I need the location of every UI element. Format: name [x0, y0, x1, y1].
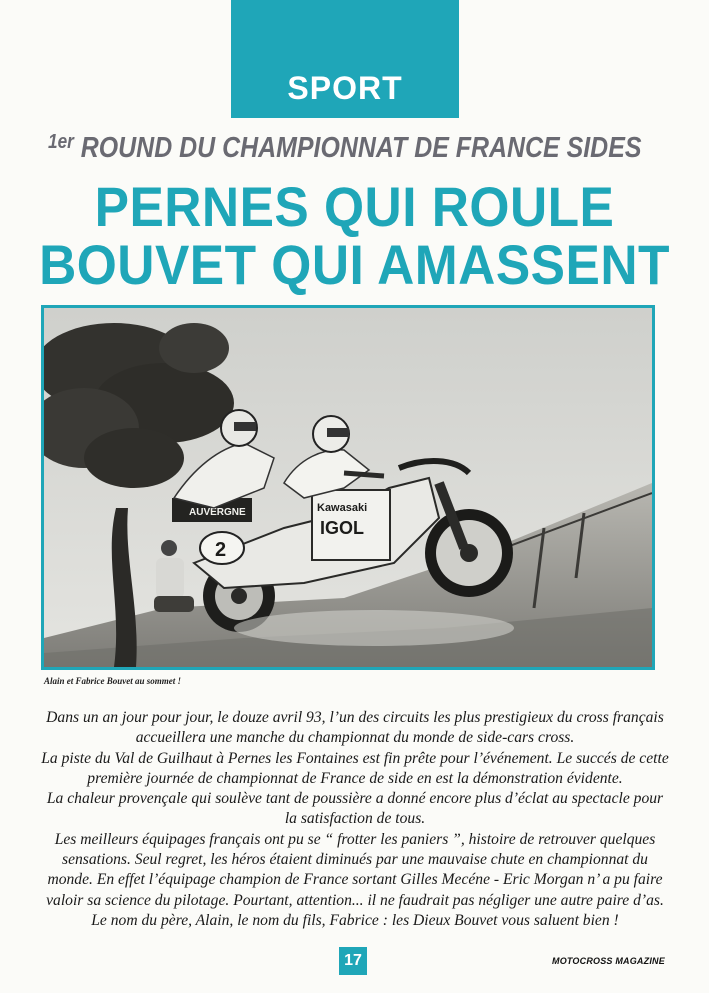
- sponsor-logo: IGOL: [320, 518, 364, 538]
- sidecar-photo-illustration: [44, 308, 652, 667]
- page-number: 17: [339, 947, 367, 975]
- headline-line-2: BOUVET QUI AMASSENT: [39, 233, 670, 296]
- kicker-superscript: 1er: [48, 131, 74, 153]
- section-banner: [231, 0, 459, 118]
- dust-cloud: [234, 610, 514, 646]
- sidecar-logo: Kawasaki: [317, 502, 368, 514]
- headline-line-1: PERNES QUI ROULE: [94, 175, 615, 238]
- article-paragraph: Dans un an jour pour jour, le douze avril 93, l’un des circuits les plus prestigieux du cross français accueillera une manche du championnat du monde de side-cars cross.: [46, 709, 664, 747]
- article-body: [40, 708, 670, 931]
- race-photo: [41, 305, 655, 670]
- article-paragraph: La piste du Val de Guilhaut à Pernes les Fontaines est fin prête pour l’événement. Le succés de cette première journée de championnat de France de side en est la démonstration évidente.: [41, 749, 669, 787]
- section-label: SPORT: [287, 70, 403, 106]
- side-text: AUVERGNE: [189, 507, 246, 518]
- magazine-name: MOTOCROSS MAGAZINE: [552, 956, 665, 966]
- article-paragraph: La chaleur provençale qui soulève tant de poussière a donné encore plus d’éclat au spectacle pour la satisfaction de tous.: [46, 790, 664, 828]
- kicker-line: [48, 131, 642, 165]
- race-number: 2: [215, 539, 227, 561]
- kicker-text: ROUND DU CHAMPIONNAT DE FRANCE SIDES: [80, 132, 642, 164]
- article-paragraph: Les meilleurs équipages français ont pu se “ frotter les paniers ”, histoire de retrouver quelques sensations. Seul regret, les héros étaient diminués par une mauvaise chute en championnat du monde. En effet l’équipage champion de France sortant Gilles Mecéne - Eric Morgan n’ a pu faire valoir sa science du pilotage. Pourtant, attention... il ne faudrait pas négliger une autre paire d’as. Le nom du père, Alain, le nom du fils, Fabrice : les Dieux Bouvet vous saluent bien !: [46, 830, 664, 929]
- photo-caption: Alain et Fabrice Bouvet au sommet !: [44, 676, 182, 686]
